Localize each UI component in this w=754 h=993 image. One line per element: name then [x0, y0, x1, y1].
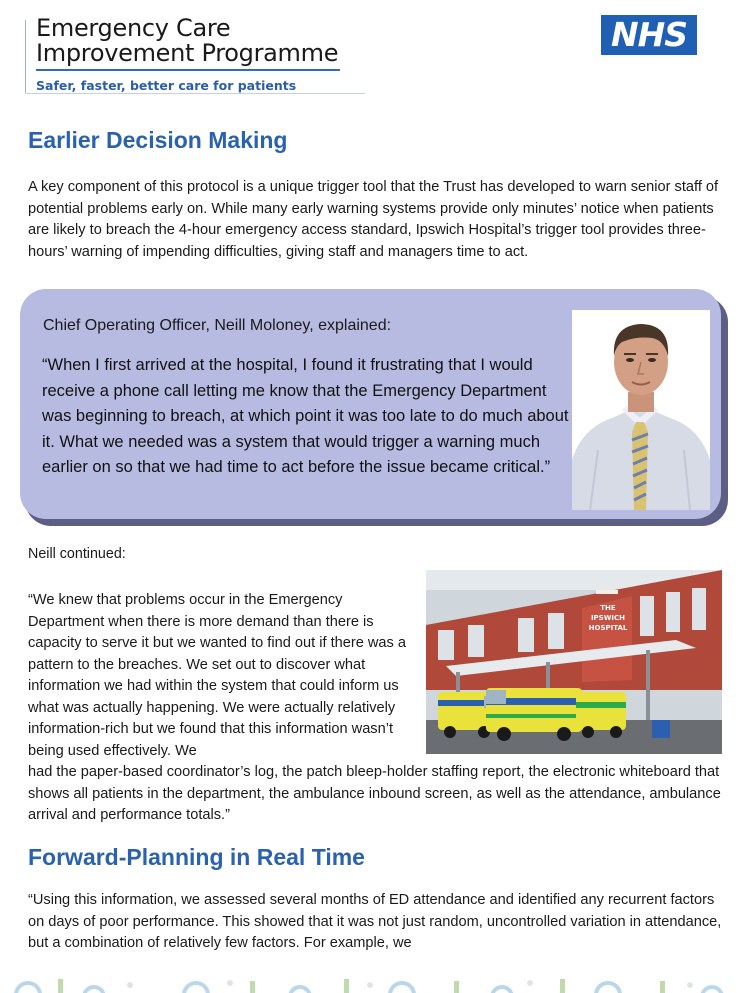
quote-text: “When I first arrived at the hospital, I found it frustrating that I would receive a phone call letting me know that the Emergency Department was beginning to breach, at which point it was too late to do much about it. What we needed was a system that would trigger a warning much earlier on so that we had time to act before the issue became critical.”: [42, 356, 569, 476]
section1-paragraph: A key component of this protocol is a unique trigger tool that the Trust has developed to warn senior staff of potential problems early on. While many early warning systems provide only minutes’ notice when patients are likely to breach the 4-hour emergency access standard, Ipswich Hospital’s trigger tool provides three-hours’ warning of impending difficulties, giving staff and managers time to act.: [28, 179, 719, 260]
nhs-logo: NHS: [601, 15, 697, 55]
footer-decoration: [0, 955, 754, 993]
title-rule: [36, 69, 340, 71]
header-frame-left: [25, 20, 26, 94]
hospital-sign-hospital: HOSPITAL: [588, 624, 628, 632]
programme-tagline: Safer, faster, better care for patients: [36, 78, 297, 93]
header-frame-bottom: [25, 93, 365, 94]
programme-title-line2: Improvement Programme: [36, 39, 339, 67]
quote-attribution: Chief Operating Officer, Neill Moloney, explained:: [43, 317, 392, 334]
continued-paragraph-part2: had the paper-based coordinator’s log, the patch bleep-holder staffing report, the electronic whiteboard that shows all patients in the department, the ambulance inbound screen, as well as the attendance, ambulance arrival and performance totals.”: [28, 764, 721, 823]
section-heading-forward-planning: Forward-Planning in Real Time: [28, 844, 365, 870]
hospital-sign-the: THE: [600, 604, 616, 612]
continued-paragraph-part1: “We knew that problems occur in the Emergency Department when there is more demand than there is capacity to serve it but we wanted to find out if there was a pattern to the breaches. We set out to discover what information we had within the system that could inform us what was actually happening. We were actually relatively information-rich but we found that this information wasn’t being used effectively. We: [28, 592, 407, 759]
programme-title-line1: Emergency Care: [36, 14, 231, 42]
programme-header: [36, 16, 340, 93]
section2-paragraph: “Using this information, we assessed several months of ED attendance and identified any recurrent factors on days of poor performance. This showed that it was not just random, uncontrolled variation in attendance, but a combination of relatively few factors. For example, we: [28, 892, 722, 951]
continued-label: Neill continued:: [28, 546, 126, 562]
portrait-photo: [572, 310, 710, 510]
hospital-photo: [426, 570, 722, 754]
hospital-sign-ipswich: IPSWICH: [590, 614, 626, 622]
section-heading-earlier-decision: Earlier Decision Making: [28, 127, 288, 153]
